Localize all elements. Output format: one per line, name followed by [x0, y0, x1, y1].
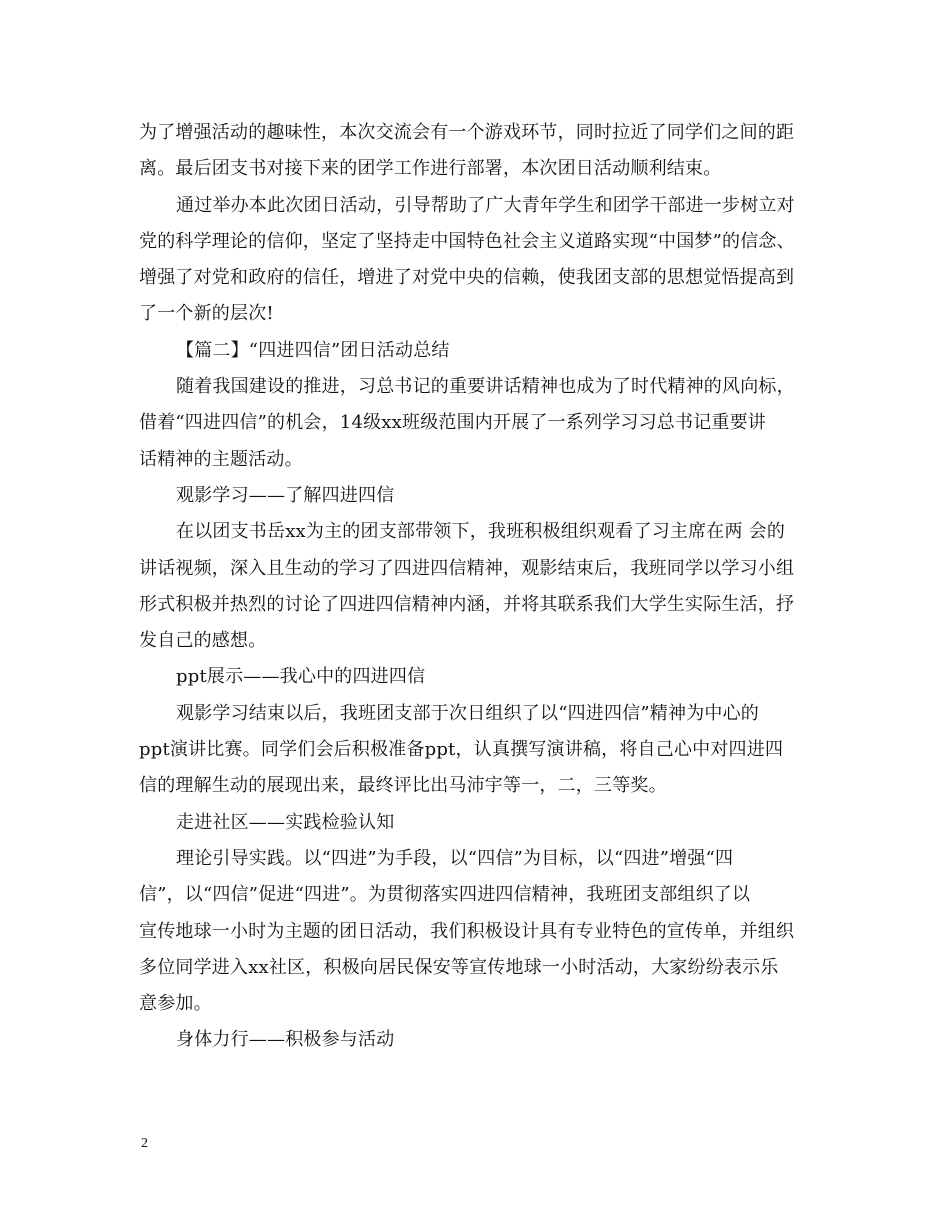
text-line: 发自己的感想。: [139, 630, 267, 652]
text-line: 了一个新的层次!: [139, 303, 274, 325]
text-line: 增强了对党和政府的信任，增进了对党中央的信赖，使我团支部的思想觉悟提高到: [139, 267, 795, 289]
text-line: 在以团支书岳xx为主的团支部带领下，我班积极组织观看了习主席在两 会的: [176, 521, 786, 543]
text-line: 党的科学理论的信仰，坚定了坚持走中国特色社会主义道路实现“中国梦”的信念、: [139, 230, 795, 252]
text-line: 通过举办本此次团日活动，引导帮助了广大青年学生和团学干部进一步树立对: [176, 194, 795, 216]
text-line: 意参加。: [139, 993, 212, 1015]
text-line: 为了增强活动的趣味性，本次交流会有一个游戏环节，同时拉近了同学们之间的距: [139, 122, 795, 143]
text-line: 借着“四进四信”的机会，14级xx班级范围内开展了一系列学习习总书记重要讲: [139, 412, 767, 434]
section-heading: 【篇二】“四进四信”团日活动总结: [176, 339, 450, 361]
text-line: 随着我国建设的推进，习总书记的重要讲话精神也成为了时代精神的风向标，: [176, 376, 795, 398]
text-line: 信”，以“四信”促进“四进”。为贯彻落实四进四信精神，我班团支部组织了以: [139, 884, 751, 906]
text-line: 离。最后团支书对接下来的团学工作进行部署，本次团日活动顺利结束。: [139, 158, 722, 180]
text-line: 观影学习结束以后，我班团支部于次日组织了以“四进四信”精神为中心的: [176, 702, 760, 724]
page-number: 2: [141, 1136, 148, 1151]
text-line: 理论引导实践。以“四进”为手段，以“四信”为目标，以“四进”增强“四: [176, 847, 734, 869]
subsection-heading: 走进社区——实践检验认知: [176, 811, 395, 833]
text-line: 信的理解生动的展现出来，最终评比出马沛宇等一，二，三等奖。: [139, 775, 667, 797]
text-line: 话精神的主题活动。: [139, 448, 303, 470]
subsection-heading: 身体力行——积极参与活动: [176, 1029, 395, 1051]
subsection-heading: 观影学习——了解四进四信: [176, 484, 395, 506]
text-line: 讲话视频，深入且生动的学习了四进四信精神，观影结束后，我班同学以学习小组: [139, 557, 795, 579]
text-line: 宣传地球一小时为主题的团日活动，我们积极设计具有专业特色的宣传单，并组织: [139, 920, 795, 942]
text-line: 多位同学进入xx社区，积极向居民保安等宣传地球一小时活动，大家纷纷表示乐: [139, 956, 779, 978]
subsection-heading: ppt展示——我心中的四进四信: [176, 666, 426, 688]
text-line: 形式积极并热烈的讨论了四进四信精神内涵，并将其联系我们大学生实际生活，抒: [139, 593, 795, 615]
text-line: ppt演讲比赛。同学们会后积极准备ppt，认真撰写演讲稿，将自己心中对四进四: [139, 739, 784, 761]
document-body: [139, 115, 819, 1059]
